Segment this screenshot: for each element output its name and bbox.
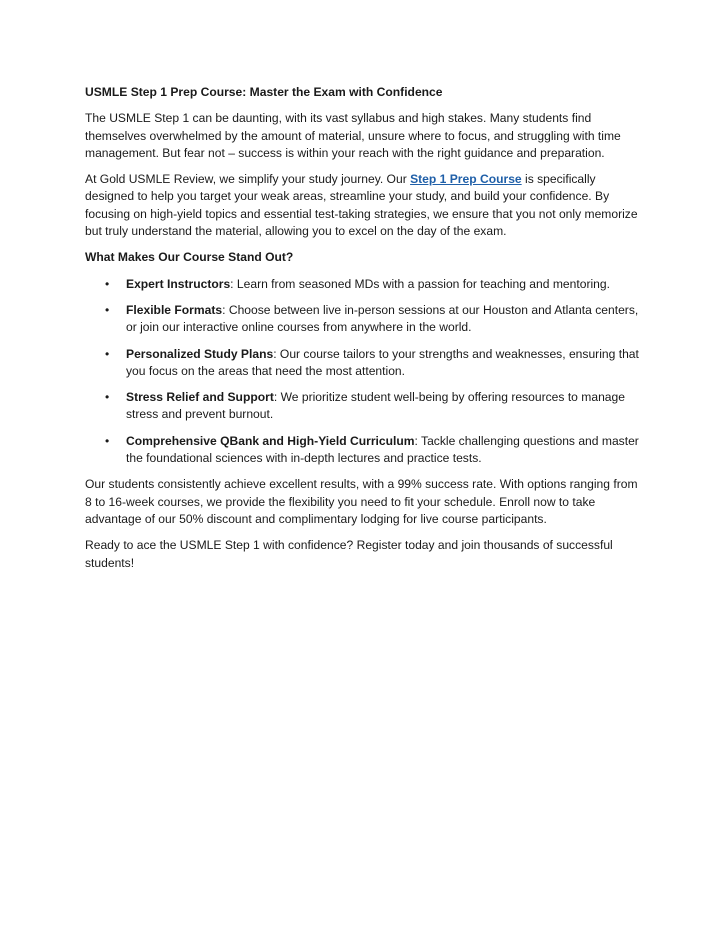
list-item [85, 389, 640, 424]
list-item [85, 276, 640, 293]
bullet-icon: • [105, 433, 110, 448]
bullet-icon: • [105, 346, 110, 361]
feature-text: : We prioritize student well-being by offering resources to manage stress and prevent burnout. [126, 390, 625, 422]
feature-text: : Tackle challenging questions and master the foundational sciences with in-depth lectures and practice tests. [126, 433, 639, 466]
features-heading: What Makes Our Course Stand Out? [85, 250, 294, 265]
document-page [85, 84, 640, 581]
feature-term: Personalized Study Plans [126, 346, 274, 361]
feature-term: Expert Instructors [126, 276, 231, 291]
results-paragraph: Our students consistently achieve excellent results, with a 99% success rate. With options ranging from 8 to 16-week courses, we provide the flexibility you need to fit your schedule. Enroll now to take advantage of our 50% discount and complimentary lodging for live course participants. [85, 477, 638, 526]
course-paragraph-end: is specifically designed to help you target your weak areas, streamline your study, and build your confidence. By focusing on high-yield topics and essential test-taking strategies, we ensure that you not only memorize but truly understand the material, allowing you to excel on the day of the exam. [85, 172, 638, 239]
bullet-icon: • [105, 390, 110, 405]
feature-text: : Our course tailors to your strengths and weaknesses, ensuring that you focus on the areas that need the most attention. [126, 346, 639, 378]
list-item [85, 302, 640, 337]
step1-prep-course-link[interactable]: Step 1 Prep Course [410, 172, 522, 187]
feature-term: Stress Relief and Support [126, 390, 274, 405]
intro-paragraph: The USMLE Step 1 can be daunting, with its vast syllabus and high stakes. Many students find themselves overwhelmed by the amount of material, unsure where to focus, and struggling with time management. But fear not – success is within your reach with the right guidance and preparation. [85, 111, 621, 160]
features-list [85, 276, 640, 468]
list-item [85, 433, 640, 468]
course-paragraph-start: At Gold USMLE Review, we simplify your study journey. Our [85, 172, 411, 187]
feature-term: Flexible Formats [126, 302, 223, 317]
bullet-icon: • [105, 276, 110, 291]
feature-text: : Learn from seasoned MDs with a passion for teaching and mentoring. [230, 276, 610, 291]
document-title: USMLE Step 1 Prep Course: Master the Exam with Confidence [85, 85, 443, 99]
feature-term: Comprehensive QBank and High-Yield Curriculum [126, 433, 415, 448]
feature-text: : Choose between live in-person sessions at our Houston and Atlanta centers, or join our interactive online courses from anywhere in the world. [126, 302, 639, 335]
list-item [85, 346, 640, 381]
closing-paragraph: Ready to ace the USMLE Step 1 with confidence? Register today and join thousands of successful students! [85, 538, 613, 570]
course-paragraph [85, 171, 640, 240]
bullet-icon: • [105, 302, 110, 317]
